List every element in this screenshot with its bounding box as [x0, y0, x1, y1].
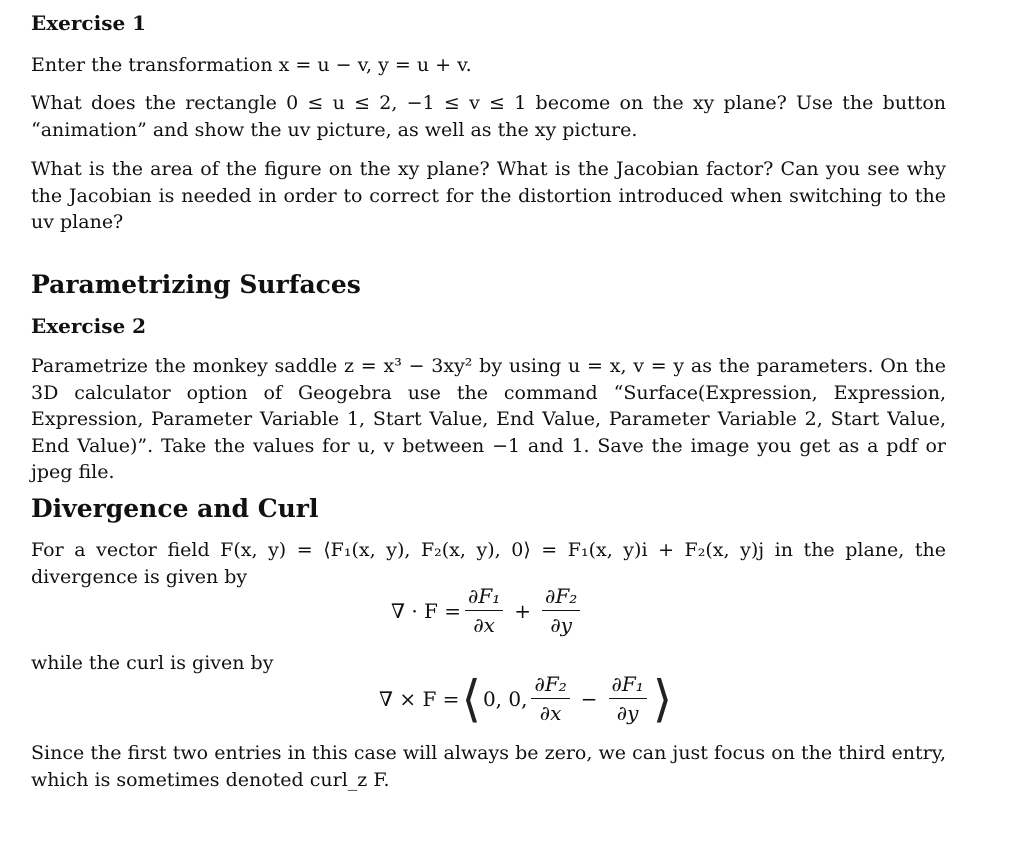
divergence-intro-paragraph: For a vector field F(x, y) = ⟨F₁(x, y), F₂(x, y), 0⟩ = F₁(x, y)i + F₂(x, y)j in the plane, the divergence is given by [31, 539, 946, 588]
left-angle-bracket: ⟨ [461, 669, 481, 728]
divergence-formula [391, 584, 584, 637]
fraction-dF2-dx [531, 672, 569, 725]
curl-closing-paragraph: Since the first two entries in this case will always be zero, we can just focus on the third entry, which is sometimes denoted curl_z F. [31, 742, 946, 791]
denominator: ∂y [550, 613, 572, 637]
exercise-1-heading: Exercise 1 [31, 11, 147, 35]
plus-sign: + [514, 598, 532, 623]
exercise-1-paragraph-2: What does the rectangle 0 ≤ u ≤ 2, −1 ≤ v ≤ 1 become on the xy plane? Use the button “animation” and show the uv picture, as well as the xy picture. [31, 92, 946, 141]
numerator: ∂F₁ [609, 672, 647, 699]
curl-zero-entries: 0, 0, [482, 686, 528, 711]
parametrizing-surfaces-heading: Parametrizing Surfaces [31, 270, 361, 299]
curl-intro-paragraph: while the curl is given by [31, 652, 274, 674]
divergence-lhs: ∇ · F = [391, 598, 462, 623]
divergence-curl-heading: Divergence and Curl [31, 494, 319, 523]
fraction-dF1-dx [465, 584, 503, 637]
fraction-dF2-dy [542, 584, 580, 637]
denominator: ∂y [616, 701, 639, 725]
curl-lhs: ∇ × F = [379, 686, 460, 711]
fraction-dF1-dy [609, 672, 647, 725]
denominator: ∂x [473, 613, 495, 637]
denominator: ∂x [539, 701, 562, 725]
exercise-2-heading: Exercise 2 [31, 314, 147, 338]
curl-formula [379, 669, 674, 728]
exercise-1-paragraph-3: What is the area of the figure on the xy plane? What is the Jacobian factor? Can you see why the Jacobian is needed in order to correct for the distortion introduced when switching to the uv plane? [31, 158, 946, 233]
exercise-1-paragraph-1: Enter the transformation x = u − v, y = u + v. [31, 54, 472, 76]
minus-sign: − [580, 686, 598, 711]
right-angle-bracket: ⟩ [652, 669, 673, 728]
numerator: ∂F₂ [542, 584, 580, 611]
numerator: ∂F₂ [531, 672, 569, 699]
numerator: ∂F₁ [465, 584, 503, 611]
exercise-2-paragraph: Parametrize the monkey saddle z = x³ − 3xy² by using u = x, v = y as the parameters. On the 3D calculator option of Geogebra use the command “Surface(Expression, Expression, Expression, Parameter Variable 1, Start Value, End Value, Parameter Variable 2, Start Value, End Value)”. Take the values for u, v between −1 and 1. Save the image you get as a pdf or jpeg file. [31, 355, 946, 483]
